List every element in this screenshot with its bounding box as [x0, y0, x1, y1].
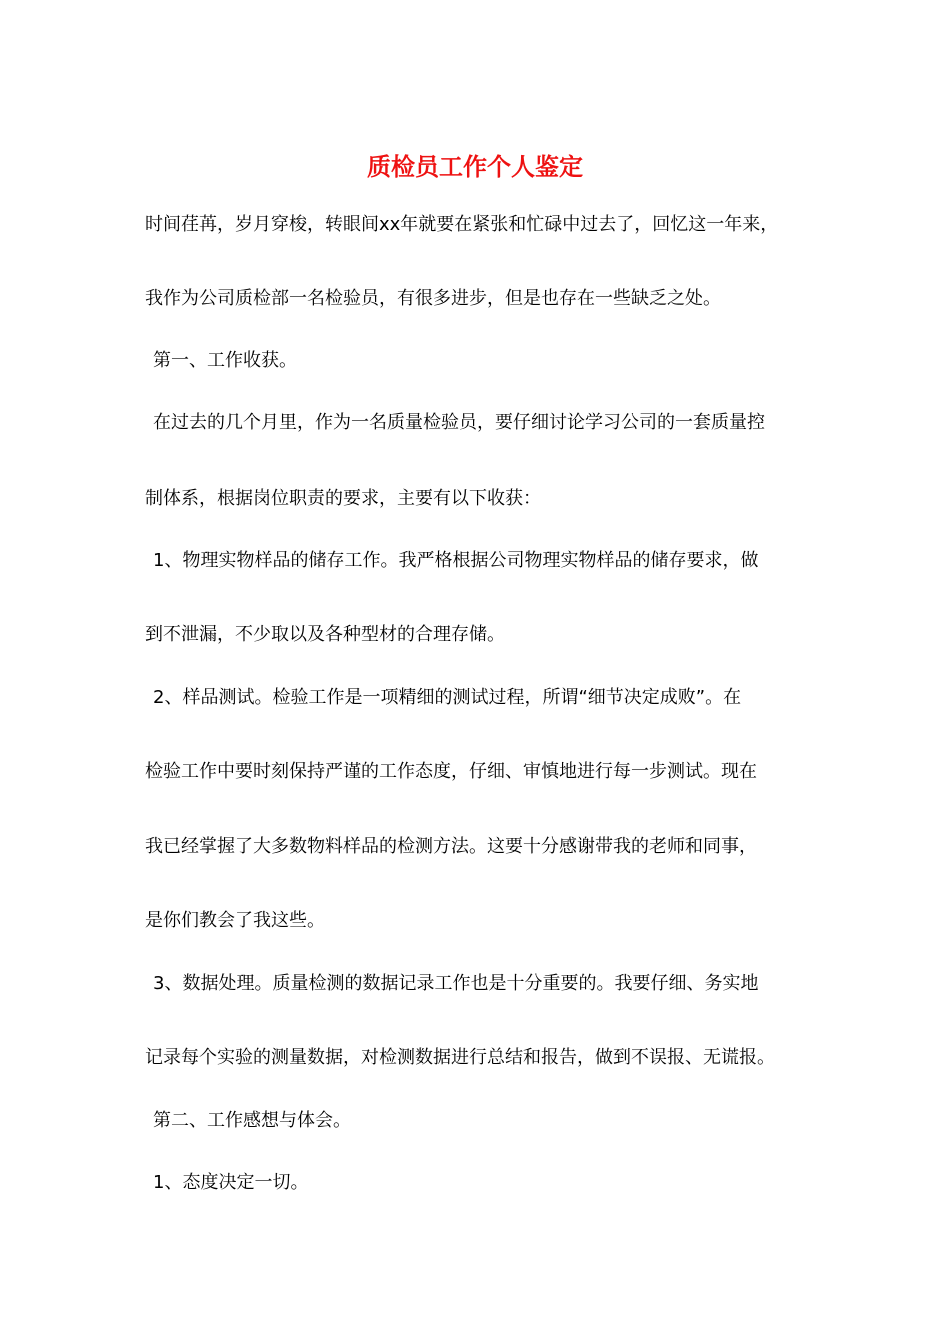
document-title: 质检员工作个人鉴定: [367, 152, 583, 181]
section-heading: 第二、工作感想与体会。: [153, 1110, 351, 1131]
section-heading: 第一、工作收获。: [153, 350, 297, 371]
paragraph-line: 到不泄漏，不少取以及各种型材的合理存储。: [145, 624, 505, 645]
list-item-line: 2、样品测试。检验工作是一项精细的测试过程，所谓“细节决定成败”。在: [153, 687, 742, 708]
paragraph-line: 我已经掌握了大多数物料样品的检测方法。这要十分感谢带我的老师和同事，: [145, 836, 757, 857]
list-item-line: 3、数据处理。质量检测的数据记录工作也是十分重要的。我要仔细、务实地: [153, 973, 759, 994]
list-item-line: 1、态度决定一切。: [153, 1172, 309, 1193]
paragraph-line: 制体系，根据岗位职责的要求，主要有以下收获：: [145, 488, 541, 509]
list-item-line: 1、物理实物样品的储存工作。我严格根据公司物理实物样品的储存要求，做: [153, 550, 759, 571]
paragraph-line: 是你们教会了我这些。: [145, 910, 325, 931]
paragraph-line: 我作为公司质检部一名检验员，有很多进步，但是也存在一些缺乏之处。: [145, 288, 721, 309]
paragraph-line: 在过去的几个月里，作为一名质量检验员，要仔细讨论学习公司的一套质量控: [153, 412, 765, 433]
paragraph-line: 检验工作中要时刻保持严谨的工作态度，仔细、审慎地进行每一步测试。现在: [145, 761, 757, 782]
paragraph-line: 记录每个实验的测量数据，对检测数据进行总结和报告，做到不误报、无谎报。: [145, 1047, 775, 1068]
paragraph-line: 时间荏苒，岁月穿梭，转眼间xx年就要在紧张和忙碌中过去了，回忆这一年来，: [145, 214, 779, 235]
